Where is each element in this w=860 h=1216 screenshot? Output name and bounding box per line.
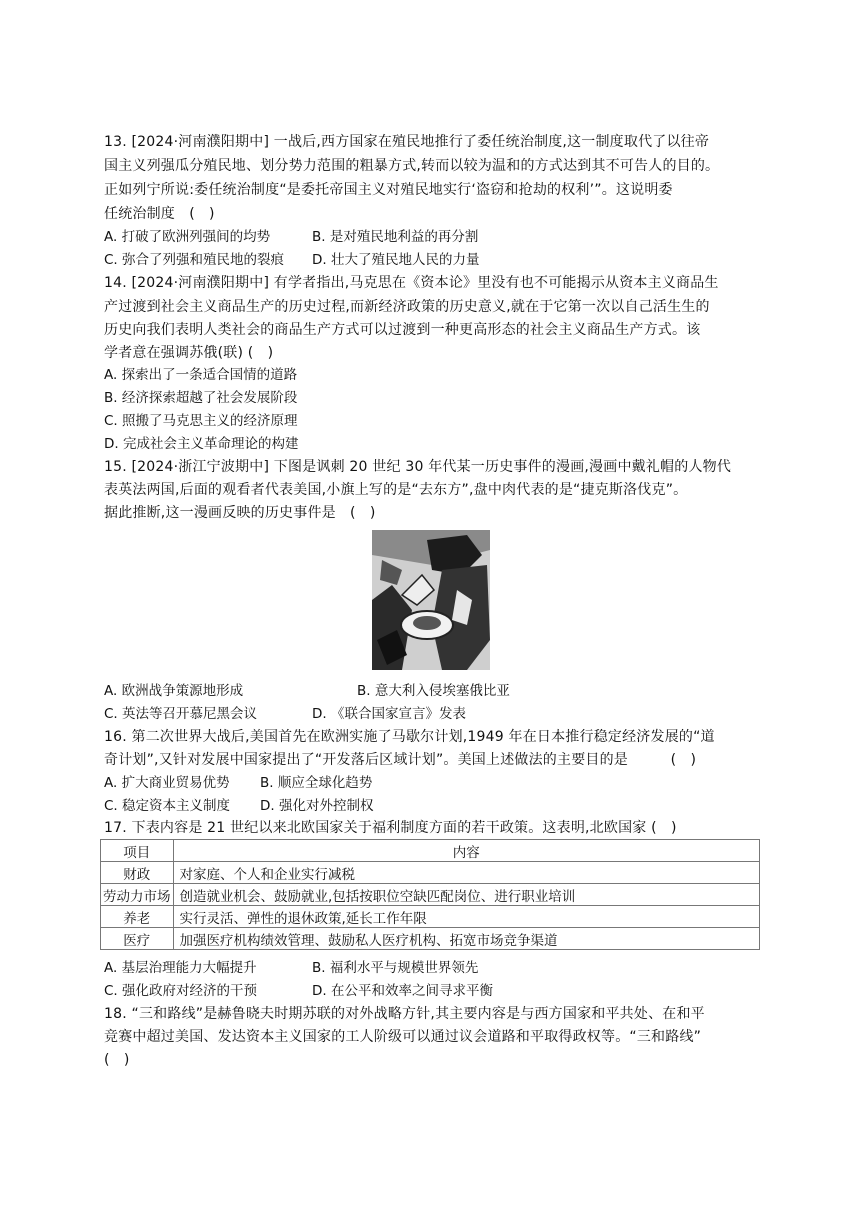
q16-option-b[interactable]: B. 顺应全球化趋势 [260,775,373,791]
table-cell-content: 对家庭、个人和企业实行减税 [173,862,760,884]
q14-stem-line-1: 14. [2024·河南濮阳期中] 有学者指出,马克思在《资本论》里没有也不可能揭示从资本主义商品生 [104,275,719,291]
table-cell-item: 医疗 [101,928,174,950]
q13-stem-line-3: 正如列宁所说:委任统治制度“是委托帝国主义对殖民地实行‘盗窃和抢劫的权利’”。这说明委 [104,182,673,198]
q14-option-c[interactable]: C. 照搬了马克思主义的经济原理 [104,413,298,429]
q13-stem-line-4: 任统治制度 ( ) [104,206,215,222]
q14-stem-line-3: 历史向我们表明人类社会的商品生产方式可以过渡到一种更高形态的社会主义商品生产方式。该 [104,322,701,338]
q15-option-a[interactable]: A. 欧洲战争策源地形成 [104,683,244,699]
q14-option-d[interactable]: D. 完成社会主义革命理论的构建 [104,436,299,452]
table-header-content: 内容 [173,840,760,862]
munich-cartoon-image [372,530,490,670]
table-row [101,928,760,950]
table-row [101,884,760,906]
q13-option-d[interactable]: D. 壮大了殖民地人民的力量 [312,252,480,268]
q16-option-a[interactable]: A. 扩大商业贸易优势 [104,775,230,791]
q13-option-b[interactable]: B. 是对殖民地利益的再分割 [312,229,479,245]
q17-option-b[interactable]: B. 福利水平与规模世界领先 [312,960,479,976]
q16-option-d[interactable]: D. 强化对外控制权 [260,798,374,814]
q15-option-b[interactable]: B. 意大利入侵埃塞俄比亚 [357,683,510,699]
q14-option-b[interactable]: B. 经济探索超越了社会发展阶段 [104,390,298,406]
q18-stem-line-2: 竞赛中超过美国、发达资本主义国家的工人阶级可以通过议会道路和平取得政权等。“三和路线” [104,1029,702,1045]
q15-option-c[interactable]: C. 英法等召开慕尼黑会议 [104,706,258,722]
q16-stem-line-2: 奇计划”,又针对发展中国家提出了“开发落后区域计划”。美国上述做法的主要目的是 ( ) [104,752,697,768]
table-cell-content: 加强医疗机构绩效管理、鼓励私人医疗机构、拓宽市场竞争渠道 [173,928,760,950]
table-cell-item: 养老 [101,906,174,928]
q13-stem-line-1: 13. [2024·河南濮阳期中] 一战后,西方国家在殖民地推行了委任统治制度,这一制度取代了以往帝 [104,134,710,150]
table-cell-content: 实行灵活、弹性的退休政策,延长工作年限 [173,906,760,928]
q15-stem-line-1: 15. [2024·浙江宁波期中] 下图是讽刺 20 世纪 30 年代某一历史事件的漫画,漫画中戴礼帽的人物代 [104,459,732,475]
q13-stem-line-2: 国主义列强瓜分殖民地、划分势力范围的粗暴方式,转而以较为温和的方式达到其不可告人的目的。 [104,158,720,174]
q13-option-c[interactable]: C. 弥合了列强和殖民地的裂痕 [104,252,285,268]
table-row [101,862,760,884]
cartoon-drawing [372,530,490,670]
table-row [101,906,760,928]
table-cell-item: 财政 [101,862,174,884]
table-header-item: 项目 [101,840,174,862]
q17-stem-line-1: 17. 下表内容是 21 世纪以来北欧国家关于福利制度方面的若干政策。这表明,北欧国家 ( ) [104,820,677,836]
q15-option-d[interactable]: D. 《联合国家宣言》发表 [312,706,466,722]
table-cell-item: 劳动力市场 [101,884,174,906]
q16-stem-line-1: 16. 第二次世界大战后,美国首先在欧洲实施了马歇尔计划,1949 年在日本推行稳定经济发展的“道 [104,729,715,745]
welfare-policy-table [100,839,760,950]
q15-stem-line-2: 表英法两国,后面的观看者代表美国,小旗上写的是“去东方”,盘中肉代表的是“捷克斯洛伐克”。 [104,482,688,498]
q14-stem-line-4: 学者意在强调苏俄(联) ( ) [104,345,274,361]
q13-option-a[interactable]: A. 打破了欧洲列强间的均势 [104,229,271,245]
q15-stem-line-3: 据此推断,这一漫画反映的历史事件是 ( ) [104,505,376,521]
q17-option-d[interactable]: D. 在公平和效率之间寻求平衡 [312,983,493,999]
q17-option-c[interactable]: C. 强化政府对经济的干预 [104,983,258,999]
q14-option-a[interactable]: A. 探索出了一条适合国情的道路 [104,367,298,383]
table-header-row [101,840,760,862]
q16-option-c[interactable]: C. 稳定资本主义制度 [104,798,231,814]
table-cell-content: 创造就业机会、鼓励就业,包括按职位空缺匹配岗位、进行职业培训 [173,884,760,906]
q18-stem-line-1: 18. “三和路线”是赫鲁晓夫时期苏联的对外战略方针,其主要内容是与西方国家和平共处、在和平 [104,1006,705,1022]
q17-option-a[interactable]: A. 基层治理能力大幅提升 [104,960,257,976]
q18-stem-line-3: ( ) [104,1052,130,1068]
q14-stem-line-2: 产过渡到社会主义商品生产的历史过程,而新经济政策的历史意义,就在于它第一次以自己活生生的 [104,299,710,315]
